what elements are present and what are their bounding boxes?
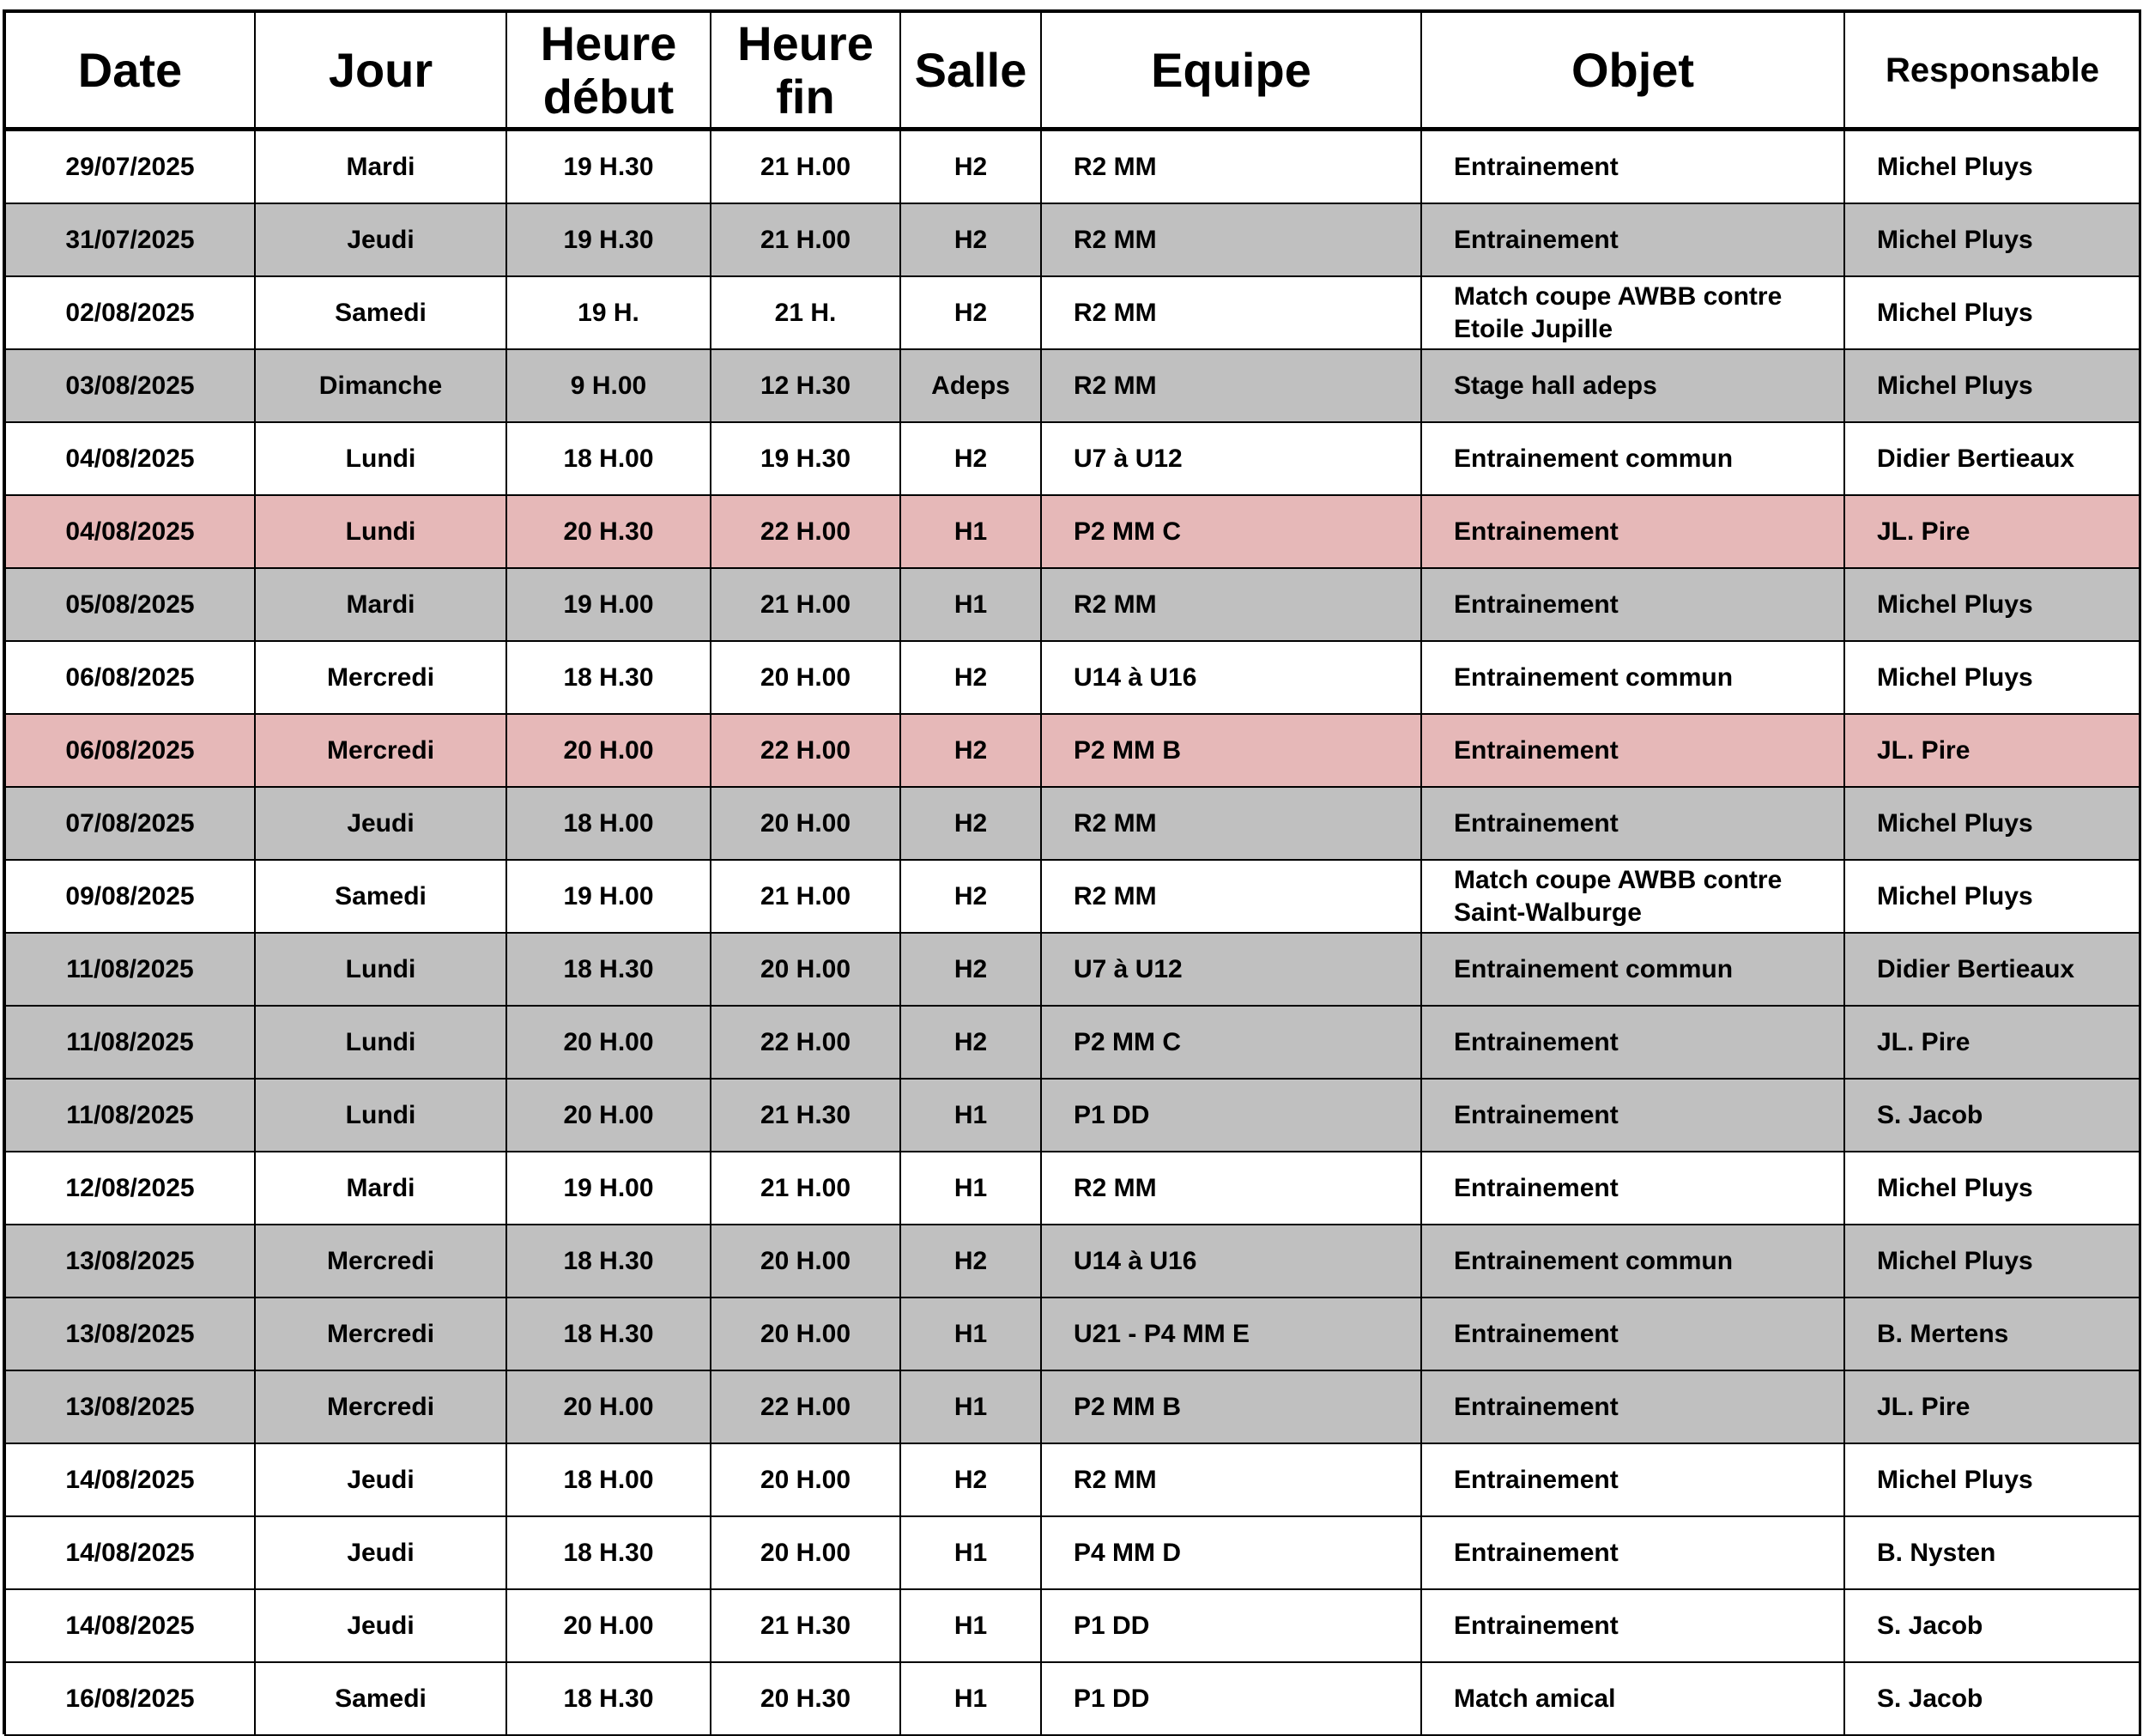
cell-responsable: Michel Pluys [1844,276,2140,349]
cell-heure-fin: 20 H.00 [711,1516,900,1589]
cell-heure-debut: 19 H.30 [506,203,711,276]
cell-salle: H1 [900,1297,1041,1370]
cell-jour: Lundi [255,422,506,495]
header-heure-fin: Heure fin [711,12,900,130]
table-row [5,349,2140,422]
header-responsable: Responsable [1844,12,2140,130]
cell-equipe: R2 MM [1041,1443,1421,1516]
header-row [5,12,2140,130]
cell-jour: Lundi [255,1006,506,1079]
cell-salle: H2 [900,787,1041,860]
cell-heure-debut: 18 H.00 [506,787,711,860]
cell-objet: Entrainement [1421,787,1844,860]
cell-objet: Entrainement [1421,203,1844,276]
cell-date: 07/08/2025 [5,787,255,860]
cell-equipe: P1 DD [1041,1589,1421,1662]
cell-jour: Mercredi [255,641,506,714]
cell-equipe: P2 MM B [1041,1370,1421,1443]
cell-responsable: Michel Pluys [1844,1225,2140,1297]
cell-date: 31/07/2025 [5,203,255,276]
table-row [5,1297,2140,1370]
cell-date: 05/08/2025 [5,568,255,641]
cell-heure-fin: 21 H.30 [711,1079,900,1152]
cell-equipe: P2 MM C [1041,495,1421,568]
cell-heure-debut: 18 H.30 [506,933,711,1006]
table-row [5,203,2140,276]
cell-heure-debut: 20 H.00 [506,1079,711,1152]
cell-heure-debut: 18 H.30 [506,641,711,714]
table-row [5,1516,2140,1589]
cell-heure-fin: 22 H.00 [711,495,900,568]
cell-equipe: R2 MM [1041,568,1421,641]
cell-jour: Mardi [255,130,506,204]
table-row [5,641,2140,714]
table-row [5,933,2140,1006]
cell-salle: H1 [900,1370,1041,1443]
cell-responsable: Michel Pluys [1844,1152,2140,1225]
cell-objet: Match coupe AWBB contre Etoile Jupille [1421,276,1844,349]
cell-objet: Entrainement [1421,1516,1844,1589]
cell-heure-fin: 21 H.00 [711,1152,900,1225]
cell-heure-debut: 20 H.00 [506,1589,711,1662]
cell-heure-fin: 20 H.00 [711,641,900,714]
header-date: Date [5,12,255,130]
table-row [5,787,2140,860]
cell-heure-debut: 20 H.00 [506,1006,711,1079]
cell-heure-fin: 21 H. [711,276,900,349]
cell-objet: Entrainement [1421,1589,1844,1662]
cell-jour: Jeudi [255,1443,506,1516]
cell-date: 09/08/2025 [5,860,255,933]
cell-equipe: P1 DD [1041,1079,1421,1152]
table-row [5,422,2140,495]
cell-objet: Entrainement commun [1421,422,1844,495]
cell-responsable: Michel Pluys [1844,860,2140,933]
table-row [5,1662,2140,1735]
cell-date: 11/08/2025 [5,933,255,1006]
cell-salle: H1 [900,1516,1041,1589]
cell-heure-fin: 20 H.00 [711,1225,900,1297]
cell-heure-debut: 19 H.00 [506,860,711,933]
cell-heure-debut: 19 H.00 [506,568,711,641]
cell-responsable: Michel Pluys [1844,130,2140,204]
cell-responsable: Michel Pluys [1844,641,2140,714]
cell-salle: H2 [900,130,1041,204]
cell-jour: Jeudi [255,1589,506,1662]
cell-equipe: R2 MM [1041,1152,1421,1225]
cell-objet: Stage hall adeps [1421,349,1844,422]
cell-date: 06/08/2025 [5,641,255,714]
cell-responsable: JL. Pire [1844,495,2140,568]
cell-heure-debut: 20 H.00 [506,714,711,787]
cell-objet: Entrainement [1421,1297,1844,1370]
cell-jour: Mercredi [255,1297,506,1370]
cell-salle: H2 [900,933,1041,1006]
cell-salle: H2 [900,860,1041,933]
cell-salle: H2 [900,1006,1041,1079]
table-row [5,714,2140,787]
cell-date: 29/07/2025 [5,130,255,204]
cell-salle: H2 [900,1443,1041,1516]
table-row [5,1079,2140,1152]
cell-responsable: JL. Pire [1844,714,2140,787]
table-row [5,1152,2140,1225]
cell-equipe: U14 à U16 [1041,641,1421,714]
cell-objet: Entrainement [1421,1079,1844,1152]
cell-heure-debut: 18 H.30 [506,1662,711,1735]
cell-date: 04/08/2025 [5,495,255,568]
cell-heure-fin: 20 H.00 [711,787,900,860]
cell-jour: Samedi [255,276,506,349]
cell-responsable: Michel Pluys [1844,203,2140,276]
cell-salle: H1 [900,1662,1041,1735]
cell-heure-fin: 22 H.00 [711,1370,900,1443]
cell-responsable: B. Nysten [1844,1516,2140,1589]
cell-equipe: U7 à U12 [1041,422,1421,495]
table-row [5,1589,2140,1662]
cell-heure-fin: 21 H.00 [711,860,900,933]
cell-heure-fin: 19 H.30 [711,422,900,495]
cell-objet: Entrainement [1421,130,1844,204]
cell-responsable: Michel Pluys [1844,349,2140,422]
cell-objet: Entrainement [1421,568,1844,641]
schedule-table [4,11,2141,1736]
table-row [5,1443,2140,1516]
cell-equipe: R2 MM [1041,276,1421,349]
cell-salle: H2 [900,276,1041,349]
cell-salle: H2 [900,203,1041,276]
cell-date: 02/08/2025 [5,276,255,349]
cell-heure-debut: 20 H.00 [506,1370,711,1443]
cell-objet: Entrainement [1421,1152,1844,1225]
cell-heure-fin: 21 H.00 [711,130,900,204]
cell-heure-debut: 18 H.00 [506,422,711,495]
header-equipe: Equipe [1041,12,1421,130]
cell-equipe: R2 MM [1041,130,1421,204]
cell-responsable: JL. Pire [1844,1370,2140,1443]
cell-heure-fin: 22 H.00 [711,714,900,787]
table-row [5,130,2140,204]
cell-salle: H2 [900,714,1041,787]
cell-responsable: Michel Pluys [1844,568,2140,641]
cell-heure-debut: 18 H.30 [506,1516,711,1589]
cell-responsable: S. Jacob [1844,1079,2140,1152]
cell-heure-fin: 12 H.30 [711,349,900,422]
cell-salle: H1 [900,568,1041,641]
cell-date: 03/08/2025 [5,349,255,422]
cell-date: 06/08/2025 [5,714,255,787]
cell-heure-fin: 22 H.00 [711,1006,900,1079]
table-row [5,860,2140,933]
cell-heure-debut: 9 H.00 [506,349,711,422]
cell-responsable: B. Mertens [1844,1297,2140,1370]
header-salle: Salle [900,12,1041,130]
table-row [5,568,2140,641]
cell-jour: Jeudi [255,1516,506,1589]
cell-objet: Entrainement [1421,495,1844,568]
table-row [5,1370,2140,1443]
table-row [5,276,2140,349]
cell-date: 14/08/2025 [5,1443,255,1516]
cell-salle: H1 [900,1079,1041,1152]
cell-heure-fin: 20 H.00 [711,1297,900,1370]
cell-equipe: R2 MM [1041,787,1421,860]
cell-jour: Mercredi [255,714,506,787]
cell-objet: Match coupe AWBB contre Saint-Walburge [1421,860,1844,933]
cell-equipe: P2 MM C [1041,1006,1421,1079]
cell-salle: H1 [900,1589,1041,1662]
cell-objet: Entrainement commun [1421,641,1844,714]
cell-jour: Dimanche [255,349,506,422]
cell-date: 16/08/2025 [5,1662,255,1735]
cell-heure-fin: 20 H.00 [711,1443,900,1516]
cell-jour: Jeudi [255,787,506,860]
cell-date: 14/08/2025 [5,1589,255,1662]
cell-objet: Entrainement [1421,1443,1844,1516]
header-objet: Objet [1421,12,1844,130]
cell-heure-fin: 21 H.00 [711,568,900,641]
cell-equipe: R2 MM [1041,860,1421,933]
cell-salle: H2 [900,1225,1041,1297]
cell-jour: Samedi [255,860,506,933]
cell-heure-debut: 19 H.00 [506,1152,711,1225]
cell-jour: Mercredi [255,1225,506,1297]
cell-salle: H1 [900,495,1041,568]
cell-objet: Entrainement [1421,714,1844,787]
cell-objet: Entrainement commun [1421,1225,1844,1297]
cell-responsable: JL. Pire [1844,1006,2140,1079]
table-row [5,1006,2140,1079]
cell-objet: Match amical [1421,1662,1844,1735]
cell-jour: Mercredi [255,1370,506,1443]
cell-jour: Lundi [255,933,506,1006]
cell-heure-debut: 18 H.00 [506,1443,711,1516]
cell-responsable: S. Jacob [1844,1662,2140,1735]
cell-heure-debut: 19 H. [506,276,711,349]
schedule-body [5,130,2140,1736]
header-heure-debut: Heure début [506,12,711,130]
cell-jour: Jeudi [255,203,506,276]
cell-heure-debut: 18 H.30 [506,1225,711,1297]
cell-date: 13/08/2025 [5,1370,255,1443]
cell-heure-fin: 21 H.30 [711,1589,900,1662]
cell-jour: Lundi [255,495,506,568]
cell-equipe: P1 DD [1041,1662,1421,1735]
cell-date: 13/08/2025 [5,1297,255,1370]
cell-equipe: U21 - P4 MM E [1041,1297,1421,1370]
cell-equipe: P4 MM D [1041,1516,1421,1589]
cell-equipe: R2 MM [1041,349,1421,422]
cell-objet: Entrainement [1421,1370,1844,1443]
table-row [5,495,2140,568]
cell-date: 13/08/2025 [5,1225,255,1297]
cell-responsable: Didier Bertieaux [1844,422,2140,495]
cell-salle: Adeps [900,349,1041,422]
cell-date: 12/08/2025 [5,1152,255,1225]
cell-date: 11/08/2025 [5,1006,255,1079]
cell-date: 14/08/2025 [5,1516,255,1589]
table-row [5,1225,2140,1297]
cell-heure-debut: 19 H.30 [506,130,711,204]
cell-responsable: Michel Pluys [1844,787,2140,860]
cell-date: 04/08/2025 [5,422,255,495]
cell-salle: H2 [900,422,1041,495]
cell-heure-debut: 20 H.30 [506,495,711,568]
cell-responsable: Michel Pluys [1844,1443,2140,1516]
cell-heure-fin: 21 H.00 [711,203,900,276]
cell-jour: Mardi [255,568,506,641]
cell-responsable: Didier Bertieaux [1844,933,2140,1006]
header-jour: Jour [255,12,506,130]
cell-salle: H1 [900,1152,1041,1225]
cell-jour: Lundi [255,1079,506,1152]
cell-equipe: U7 à U12 [1041,933,1421,1006]
cell-equipe: P2 MM B [1041,714,1421,787]
cell-objet: Entrainement commun [1421,933,1844,1006]
cell-salle: H2 [900,641,1041,714]
cell-responsable: S. Jacob [1844,1589,2140,1662]
cell-objet: Entrainement [1421,1006,1844,1079]
cell-equipe: R2 MM [1041,203,1421,276]
cell-heure-debut: 18 H.30 [506,1297,711,1370]
cell-heure-fin: 20 H.30 [711,1662,900,1735]
cell-equipe: U14 à U16 [1041,1225,1421,1297]
cell-date: 11/08/2025 [5,1079,255,1152]
cell-heure-fin: 20 H.00 [711,933,900,1006]
cell-jour: Mardi [255,1152,506,1225]
cell-jour: Samedi [255,1662,506,1735]
